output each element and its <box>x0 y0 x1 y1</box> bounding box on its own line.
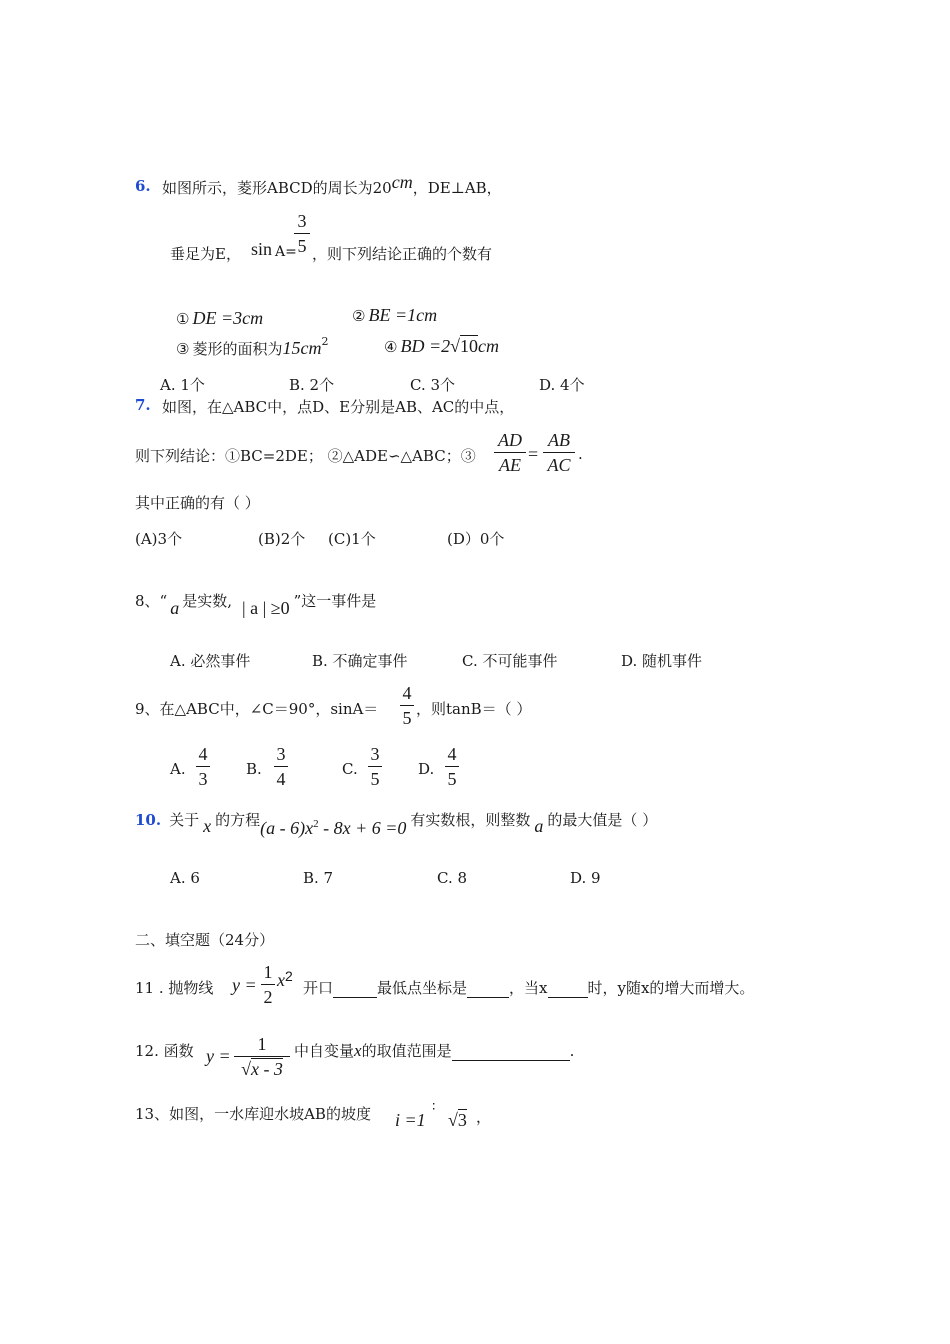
q12-post: 的取值范围是 <box>361 1042 452 1060</box>
q10-var2: a <box>534 816 544 836</box>
q6-s3-text: 菱形的面积为 <box>192 340 283 358</box>
q13-expr: i =1 <box>395 1110 426 1130</box>
q6-s4-radical: √10 <box>450 336 478 356</box>
q6-s3-expr: 15cm <box>282 338 322 358</box>
q7-equals: = <box>528 444 539 464</box>
q8-var: a <box>170 598 180 618</box>
q6-s4-expr-pre: BD =2 <box>400 336 451 356</box>
q10-mid: 的方程 <box>215 811 261 829</box>
q6-line1-unit: cm <box>391 172 413 192</box>
q10-post2: 的最大值是（ ） <box>547 811 658 829</box>
q9-frac-den: 5 <box>402 708 412 728</box>
q6-sin: sin <box>251 239 273 259</box>
q6-option-c: C. 3个 <box>410 376 456 394</box>
q10-option-a: A. 6 <box>170 869 200 887</box>
q12-frac-num: 1 <box>257 1034 267 1054</box>
q6-s2-marker: ② <box>352 307 366 325</box>
q12-frac-den-wrap: √x - 3 <box>241 1059 283 1079</box>
q6-line1-pre: 如图所示，菱形ABCD的周长为20 <box>162 179 392 197</box>
q6-statement-1 <box>176 308 263 329</box>
q7-fraction-1 <box>494 431 526 474</box>
q6-frac-num: 3 <box>297 211 307 231</box>
q6-number: 6. <box>135 177 151 195</box>
q10-expr-b: - 8x + 6 =0 <box>318 818 407 838</box>
q10-option-b: B. 7 <box>303 869 334 887</box>
q6-line2-post: ，则下列结论正确的个数有 <box>312 245 493 263</box>
q6-s4-expr-post: cm <box>477 336 499 356</box>
q10-post1: 有实数根，则整数 <box>410 811 531 829</box>
q9-option-d-fraction <box>445 745 459 788</box>
q6-statement-4 <box>384 336 499 357</box>
q8-option-a: A. 必然事件 <box>170 652 251 670</box>
q12-y: y = <box>206 1046 231 1066</box>
q11-fraction <box>261 963 275 1006</box>
q8-mid: 是实数, <box>182 592 232 610</box>
q13-pre: 13、如图，一水库迎水坡AB的坡度 <box>135 1105 371 1123</box>
q6-statement-3 <box>176 335 329 359</box>
q6-frac-den: 5 <box>297 236 307 256</box>
q8-pre: 8、“ <box>135 592 168 610</box>
q6-s1-marker: ① <box>176 310 190 328</box>
q9-frac-num: 4 <box>402 683 412 703</box>
q9-opt-a-num: 4 <box>198 744 208 764</box>
q7-frac1-den: AE <box>499 455 521 475</box>
q6-line2-pre: 垂足为E， <box>170 245 241 263</box>
q10-option-d: D. 9 <box>570 869 601 887</box>
q11-rest <box>303 977 754 998</box>
q12-frac-den: x - 3 <box>250 1059 283 1079</box>
q9-opt-d-den: 5 <box>447 769 457 789</box>
q12-blank[interactable] <box>452 1044 570 1061</box>
q8-option-d: D. 随机事件 <box>621 652 703 670</box>
q7-frac1-num: AD <box>498 430 522 450</box>
q10-var: x <box>203 816 212 836</box>
q11-t1: 开口 <box>303 979 334 997</box>
q13-post: ， <box>476 1108 492 1126</box>
q9-option-c-label: C. <box>342 760 358 778</box>
section-2-title: 二、填空题（24分） <box>135 931 275 949</box>
q9-opt-d-num: 4 <box>447 744 457 764</box>
q10-line <box>135 809 658 838</box>
q12-pre: 12. 函数 <box>135 1042 194 1060</box>
q7-option-c: (C)1个 <box>328 530 376 548</box>
q11-frac-den: 2 <box>263 987 273 1007</box>
q9-opt-b-den: 4 <box>276 769 286 789</box>
q7-option-b: (B)2个 <box>258 530 306 548</box>
q9-option-a-fraction <box>196 745 210 788</box>
q7-line1: 如图，在△ABC中，点D、E分别是AB、AC的中点， <box>162 398 515 416</box>
q10-pre: 关于 <box>169 811 200 829</box>
q8-option-b: B. 不确定事件 <box>312 652 408 670</box>
q6-statement-2 <box>352 305 437 326</box>
q9-option-a-label: A. <box>170 760 186 778</box>
q7-line2-pre: 则下列结论：①BC=2DE； ②△ADE∽△ABC；③ <box>135 447 476 465</box>
q9-option-c-fraction <box>368 745 382 788</box>
q6-option-d: D. 4个 <box>539 376 585 394</box>
q11-blank-3[interactable] <box>548 981 588 998</box>
q6-option-a: A. 1个 <box>160 376 205 394</box>
q7-line2-end: . <box>578 445 583 463</box>
q9-option-d-label: D. <box>418 760 435 778</box>
q13-radicand: 3 <box>457 1110 467 1130</box>
q6-line1-post: ，DE⊥AB， <box>412 179 502 197</box>
q6-option-b: B. 2个 <box>289 376 335 394</box>
q6-s1-expr: DE =3cm <box>192 308 264 328</box>
q10-equation <box>260 818 406 838</box>
q11-x: x <box>277 970 285 990</box>
q9-pre: 9、在△ABC中，∠C＝90°，sinA＝ <box>135 700 379 718</box>
q8-post: ”这一事件是 <box>293 592 377 610</box>
q8-line <box>135 590 377 618</box>
q6-s4-radicand: 10 <box>459 336 478 356</box>
q6-s2-expr: BE =1cm <box>368 305 438 325</box>
q13-radical: √3 <box>448 1110 467 1130</box>
q12-var: x <box>354 1041 362 1060</box>
q8-option-c: C. 不可能事件 <box>462 652 558 670</box>
q9-opt-c-den: 5 <box>370 769 380 789</box>
q7-option-a: (A)3个 <box>135 530 183 548</box>
q11-frac-num: 1 <box>263 962 273 982</box>
q11-t2: 最低点坐标是 <box>377 979 468 997</box>
q11-sup: 2 <box>285 968 293 984</box>
q9-option-b-label: B. <box>246 760 262 778</box>
q11-y: y = <box>232 975 257 995</box>
q6-s3-marker: ③ <box>176 340 190 358</box>
q7-line3: 其中正确的有（ ） <box>135 494 260 512</box>
q9-opt-c-num: 3 <box>370 744 380 764</box>
q6-a-eq: A= <box>275 244 297 260</box>
q7-option-d: (D）0个 <box>447 530 505 548</box>
q6-sin-fraction <box>294 212 310 255</box>
q7-fraction-2 <box>543 431 575 474</box>
q11-blank-2[interactable] <box>467 981 509 998</box>
q6-s3-sup: 2 <box>321 335 329 348</box>
q7-frac2-den: AC <box>547 455 571 475</box>
q10-option-c: C. 8 <box>437 869 468 887</box>
q6-line1 <box>162 172 502 198</box>
q10-expr-sup: 2 <box>313 818 319 830</box>
q6-s4-marker: ④ <box>384 338 398 356</box>
q12-rest <box>294 1040 574 1061</box>
q9-post: ，则tanB＝（ ） <box>416 700 532 718</box>
q9-option-b-fraction <box>274 745 288 788</box>
q11-t3: ，当x <box>509 979 548 997</box>
q9-fraction <box>400 684 414 727</box>
q12-end: . <box>569 1042 575 1060</box>
q12-fraction <box>234 1035 290 1078</box>
q13-colon: ∶ <box>432 1100 436 1115</box>
q11-x-squared <box>277 970 293 991</box>
q10-expr-a: (a - 6)x <box>260 818 314 838</box>
q8-expr: | a | ≥0 <box>242 598 290 618</box>
q12-mid: 中自变量 <box>294 1042 355 1060</box>
q11-pre: 11 . 抛物线 <box>135 979 214 997</box>
q11-blank-1[interactable] <box>333 981 377 998</box>
q7-frac2-num: AB <box>548 430 570 450</box>
q7-number: 7. <box>135 396 151 414</box>
q9-opt-b-num: 3 <box>276 744 286 764</box>
q10-number: 10. <box>135 811 162 829</box>
q11-t4: 时，y随x的增大而增大。 <box>587 979 755 997</box>
q9-opt-a-den: 3 <box>198 769 208 789</box>
